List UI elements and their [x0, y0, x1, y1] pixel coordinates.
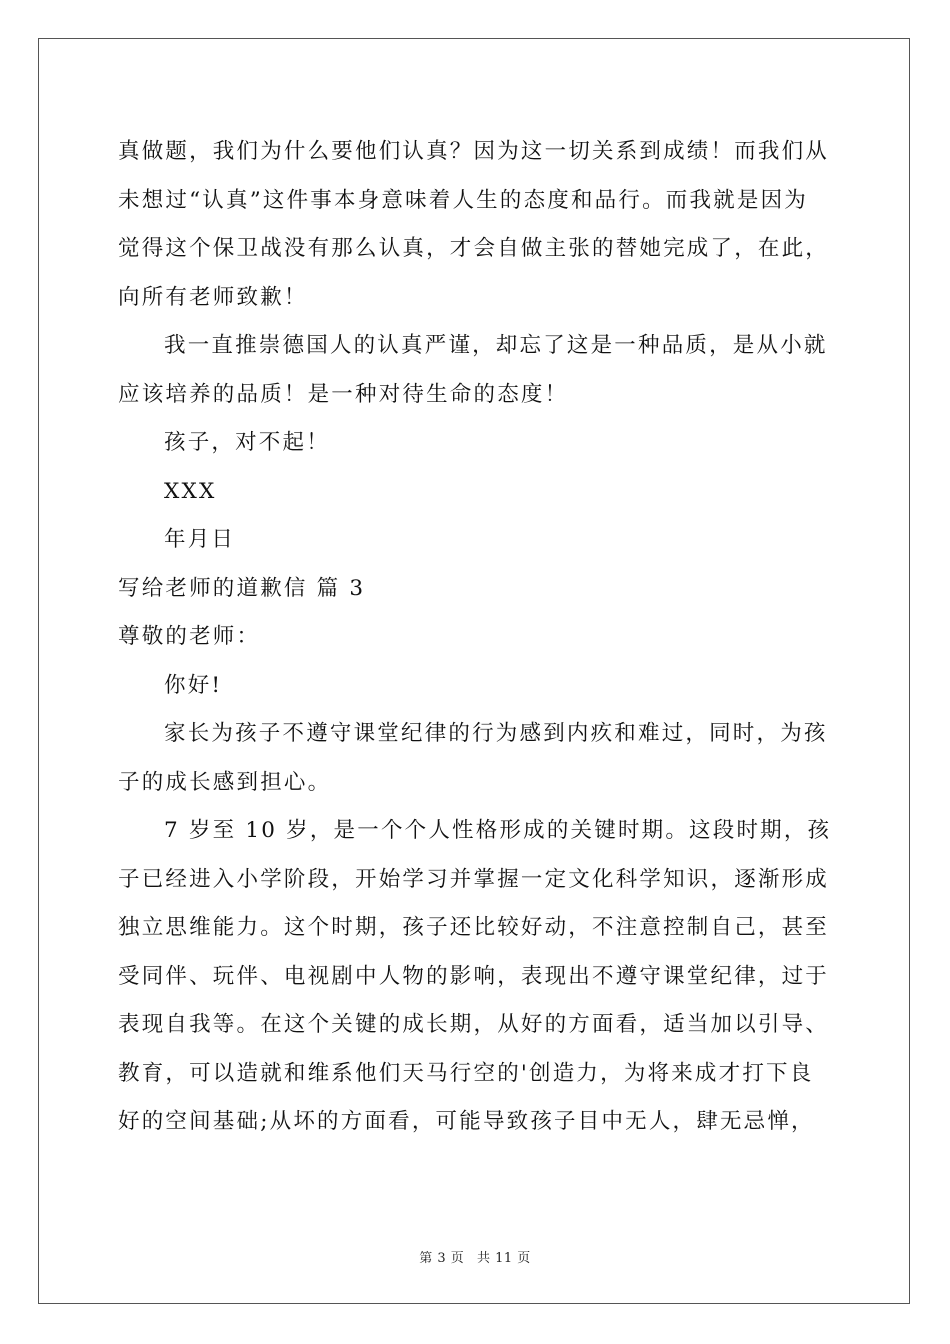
body-line: 应该培养的品质！是一种对待生命的态度！ [118, 381, 569, 407]
body-line: 子已经进入小学阶段，开始学习并掌握一定文化科学知识，逐渐形成 [118, 866, 830, 892]
paragraph-start-line: 家长为孩子不遵守课堂纪律的行为感到内疚和难过，同时，为孩 [164, 721, 828, 746]
document-body [118, 128, 838, 1147]
body-line: 教育，可以造就和维系他们天马行空的'创造力，为将来成才打下良 [118, 1060, 814, 1086]
page-total: 共 11 页 [476, 1251, 531, 1266]
date-line: 年月日 [164, 527, 236, 552]
salutation-line: 尊敬的老师： [118, 624, 261, 649]
signature-line: XXX [164, 478, 217, 504]
body-line: 子的成长感到担心。 [118, 769, 332, 795]
body-line: 未想过“认真”这件事本身意味着人生的态度和品行。而我就是因为 [118, 187, 808, 213]
page-footer [0, 1247, 950, 1266]
body-line: 独立思维能力。这个时期，孩子还比较好动，不注意控制自己，甚至 [118, 915, 830, 940]
apology-line: 孩子，对不起！ [164, 430, 330, 455]
section-heading: 写给老师的道歉信 篇 3 [118, 575, 366, 601]
body-line: 受同伴、玩伴、电视剧中人物的影响，表现出不遵守课堂纪律，过于 [118, 963, 830, 989]
paragraph-start-line: 7 岁至 10 岁，是一个个人性格形成的关键时期。这段时期，孩 [164, 818, 832, 843]
body-line: 表现自我等。在这个关键的成长期，从好的方面看，适当加以引导、 [118, 1012, 830, 1037]
greeting-line: 你好! [164, 672, 223, 698]
body-line: 好的空间基础;从坏的方面看，可能导致孩子目中无人，肆无忌惮， [118, 1109, 815, 1134]
body-line: 向所有老师致歉！ [118, 284, 308, 310]
body-line: 真做题，我们为什么要他们认真？因为这一切关系到成绩！而我们从 [118, 139, 830, 164]
paragraph-start-line: 我一直推崇德国人的认真严谨，却忘了这是一种品质，是从小就 [164, 333, 828, 358]
body-line: 觉得这个保卫战没有那么认真，才会自做主张的替她完成了，在此， [118, 236, 830, 261]
page-number: 第 3 页 [419, 1251, 465, 1266]
